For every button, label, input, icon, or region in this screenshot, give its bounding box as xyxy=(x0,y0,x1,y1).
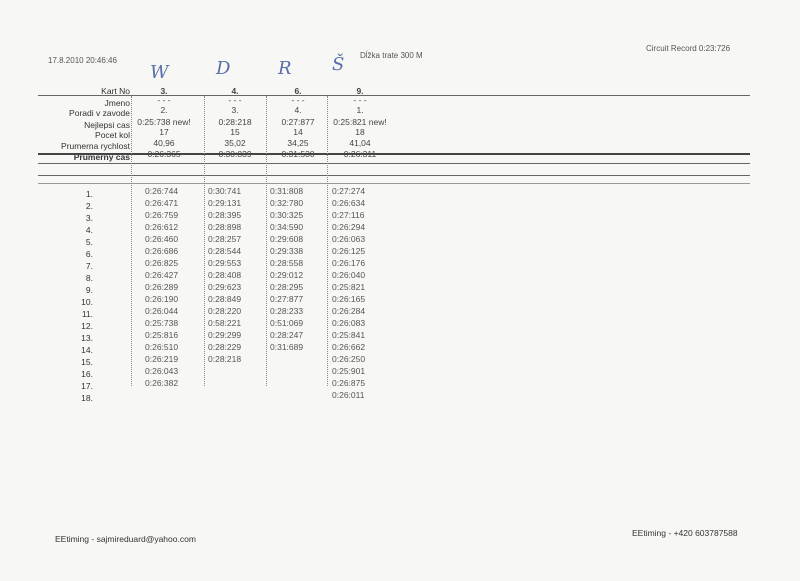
lap-time-kart6: 0:31:808 xyxy=(270,186,304,196)
lap-number: 10. xyxy=(81,297,93,307)
lap-number: 12. xyxy=(81,321,93,331)
row-label-poradi-v-zavode: Poradi v zavode xyxy=(69,108,130,118)
cell-poradi-v-zavode-kart-2: 3. xyxy=(231,105,239,115)
lap-time-kart4: 0:29:299 xyxy=(208,330,242,340)
lap-time-kart9: 0:27:274 xyxy=(332,186,366,196)
handwritten-mark-4: Š xyxy=(332,54,345,75)
lap-time-kart9: 0:26:284 xyxy=(332,306,366,316)
cell-pocet-kol-kart-2: 15 xyxy=(230,127,240,137)
divider-rule-3 xyxy=(38,183,750,184)
summary-bottom-rule xyxy=(38,153,750,155)
lap-number: 9. xyxy=(85,285,93,295)
lap-time-kart3: 0:26:686 xyxy=(145,246,179,256)
row-label-kart-no: Kart No xyxy=(101,86,130,96)
lap-time-kart9: 0:27:116 xyxy=(332,210,365,220)
lap-time-kart4: 0:28:395 xyxy=(208,210,242,220)
row-label-prumerna-rychlost: Prumerna rychlost xyxy=(61,141,130,151)
cell-nejlepsi-cas-kart-3: 0:27:877 xyxy=(281,117,315,127)
lap-time-kart9: 0:26:083 xyxy=(332,318,366,328)
cell-prumerna-rychlost-kart-3: 34,25 xyxy=(287,138,309,148)
lap-time-kart3: 0:26:471 xyxy=(145,198,179,208)
summary-top-rule xyxy=(38,95,750,96)
lap-time-kart9: 0:25:821 xyxy=(332,282,366,292)
lap-time-kart3: 0:25:738 xyxy=(145,318,179,328)
lap-time-kart3: 0:26:219 xyxy=(145,354,179,364)
lap-time-kart9: 0:26:176 xyxy=(332,258,366,268)
lap-number: 17. xyxy=(81,381,93,391)
lap-time-kart6: 0:30:325 xyxy=(270,210,304,220)
cell-poradi-v-zavode-kart-1: 2. xyxy=(160,105,168,115)
lap-number: 15. xyxy=(81,357,93,367)
lap-time-kart9: 0:26:165 xyxy=(332,294,366,304)
handwritten-mark-1: W xyxy=(150,62,169,83)
lap-time-kart6: 0:27:877 xyxy=(270,294,304,304)
cell-prumerna-rychlost-kart-1: 40,96 xyxy=(153,138,175,148)
lap-time-kart4: 0:28:849 xyxy=(208,294,242,304)
lap-time-kart3: 0:26:044 xyxy=(145,306,179,316)
lap-time-kart4: 0:28:257 xyxy=(208,234,242,244)
footer-email: EEtiming - sajmireduard@yahoo.com xyxy=(55,534,196,544)
lap-time-kart9: 0:26:250 xyxy=(332,354,366,364)
lap-number: 3. xyxy=(85,213,93,223)
lap-time-kart4: 0:58:221 xyxy=(208,318,242,328)
cell-kart-no-kart-2: 4. xyxy=(231,86,239,96)
column-separator-4 xyxy=(327,96,328,386)
lap-number: 6. xyxy=(85,249,93,259)
column-separator-2 xyxy=(204,96,205,386)
lap-number: 5. xyxy=(85,237,93,247)
lap-time-kart6: 0:34:590 xyxy=(270,222,304,232)
row-label-jmeno: Jmeno xyxy=(104,98,130,108)
cell-jmeno-kart-3: - - - xyxy=(291,95,305,105)
lap-time-kart6: 0:32:780 xyxy=(270,198,304,208)
circuit-record: Circuit Record 0:23:726 xyxy=(646,44,731,53)
lap-time-kart4: 0:30:741 xyxy=(208,186,242,196)
cell-prumerny-cas-kart-1: 0:26:365 xyxy=(147,149,181,159)
lap-time-kart6: 0:28:233 xyxy=(270,306,304,316)
track-length: Dĺžka trate 300 M xyxy=(360,51,423,60)
footer-phone: EEtiming - +420 603787588 xyxy=(632,528,738,538)
lap-time-kart3: 0:26:289 xyxy=(145,282,179,292)
cell-pocet-kol-kart-1: 17 xyxy=(159,127,169,137)
lap-time-kart4: 0:29:623 xyxy=(208,282,242,292)
lap-time-kart4: 0:28:408 xyxy=(208,270,242,280)
handwritten-mark-3: R xyxy=(278,58,292,79)
lap-time-kart6: 0:28:295 xyxy=(270,282,304,292)
cell-prumerna-rychlost-kart-2: 35,02 xyxy=(224,138,246,148)
handwritten-mark-2: D xyxy=(216,58,231,79)
lap-time-kart6: 0:51:069 xyxy=(270,318,304,328)
lap-time-kart3: 0:26:510 xyxy=(145,342,179,352)
cell-prumerny-cas-kart-2: 0:30:839 xyxy=(218,149,252,159)
lap-time-kart3: 0:26:612 xyxy=(145,222,179,232)
divider-rule-1 xyxy=(38,163,750,164)
date-time: 17.8.2010 20:46:46 xyxy=(48,56,117,65)
lap-time-kart9: 0:25:901 xyxy=(332,366,366,376)
cell-jmeno-kart-4: - - - xyxy=(353,95,367,105)
row-label-prumerny-cas: Prumerny cas xyxy=(73,152,130,162)
cell-nejlepsi-cas-kart-2: 0:28:218 xyxy=(218,117,252,127)
cell-pocet-kol-kart-3: 14 xyxy=(293,127,303,137)
lap-time-kart9: 0:26:662 xyxy=(332,342,366,352)
lap-time-kart9: 0:26:011 xyxy=(332,390,365,400)
column-separator-3 xyxy=(266,96,267,386)
cell-nejlepsi-cas-kart-4: 0:25:821 new! xyxy=(333,117,387,127)
cell-kart-no-kart-3: 6. xyxy=(294,86,302,96)
cell-jmeno-kart-2: - - - xyxy=(228,95,242,105)
cell-kart-no-kart-4: 9. xyxy=(356,86,364,96)
lap-number: 18. xyxy=(81,393,93,403)
divider-rule-2 xyxy=(38,175,750,176)
lap-time-kart6: 0:29:608 xyxy=(270,234,304,244)
lap-number: 1. xyxy=(85,189,93,199)
lap-time-kart6: 0:31:689 xyxy=(270,342,304,352)
lap-time-kart3: 0:25:816 xyxy=(145,330,179,340)
lap-time-kart3: 0:26:043 xyxy=(145,366,179,376)
lap-time-kart6: 0:29:012 xyxy=(270,270,304,280)
lap-time-kart4: 0:28:229 xyxy=(208,342,242,352)
cell-poradi-v-zavode-kart-3: 4. xyxy=(294,105,302,115)
lap-time-kart3: 0:26:190 xyxy=(145,294,179,304)
lap-time-kart9: 0:25:841 xyxy=(332,330,366,340)
lap-number: 14. xyxy=(81,345,93,355)
lap-time-kart9: 0:26:875 xyxy=(332,378,366,388)
lap-time-kart3: 0:26:759 xyxy=(145,210,179,220)
cell-nejlepsi-cas-kart-1: 0:25:738 new! xyxy=(137,117,191,127)
lap-time-kart9: 0:26:294 xyxy=(332,222,366,232)
lap-time-kart4: 0:29:131 xyxy=(208,198,242,208)
lap-time-kart6: 0:29:338 xyxy=(270,246,304,256)
lap-time-kart4: 0:28:218 xyxy=(208,354,242,364)
lap-time-kart6: 0:28:247 xyxy=(270,330,304,340)
lap-time-kart3: 0:26:427 xyxy=(145,270,179,280)
row-label-nejlepsi-cas: Nejlepsi cas xyxy=(84,120,130,130)
lap-time-kart4: 0:28:898 xyxy=(208,222,242,232)
cell-kart-no-kart-1: 3. xyxy=(160,86,168,96)
cell-pocet-kol-kart-4: 18 xyxy=(355,127,365,137)
cell-prumerny-cas-kart-4: 0:26:311 xyxy=(343,149,377,159)
lap-time-kart4: 0:28:544 xyxy=(208,246,242,256)
lap-number: 11. xyxy=(81,309,93,319)
cell-jmeno-kart-1: - - - xyxy=(157,95,171,105)
lap-number: 2. xyxy=(85,201,93,211)
lap-time-kart3: 0:26:382 xyxy=(145,378,179,388)
lap-time-kart9: 0:26:634 xyxy=(332,198,366,208)
lap-time-kart9: 0:26:063 xyxy=(332,234,366,244)
lap-time-kart9: 0:26:040 xyxy=(332,270,366,280)
lap-time-kart9: 0:26:125 xyxy=(332,246,366,256)
lap-number: 8. xyxy=(85,273,93,283)
lap-time-kart3: 0:26:825 xyxy=(145,258,179,268)
cell-prumerna-rychlost-kart-4: 41,04 xyxy=(349,138,371,148)
column-separator-1 xyxy=(131,96,132,386)
lap-time-kart3: 0:26:460 xyxy=(145,234,179,244)
row-label-pocet-kol: Pocet kol xyxy=(95,130,130,140)
lap-number: 13. xyxy=(81,333,93,343)
lap-number: 7. xyxy=(85,261,93,271)
lap-time-kart3: 0:26:744 xyxy=(145,186,179,196)
cell-poradi-v-zavode-kart-4: 1. xyxy=(356,105,364,115)
cell-prumerny-cas-kart-3: 0:31:530 xyxy=(281,149,315,159)
lap-time-kart4: 0:28:220 xyxy=(208,306,242,316)
lap-time-kart6: 0:28:558 xyxy=(270,258,304,268)
lap-time-kart4: 0:29:553 xyxy=(208,258,242,268)
lap-number: 4. xyxy=(85,225,93,235)
lap-number: 16. xyxy=(81,369,93,379)
